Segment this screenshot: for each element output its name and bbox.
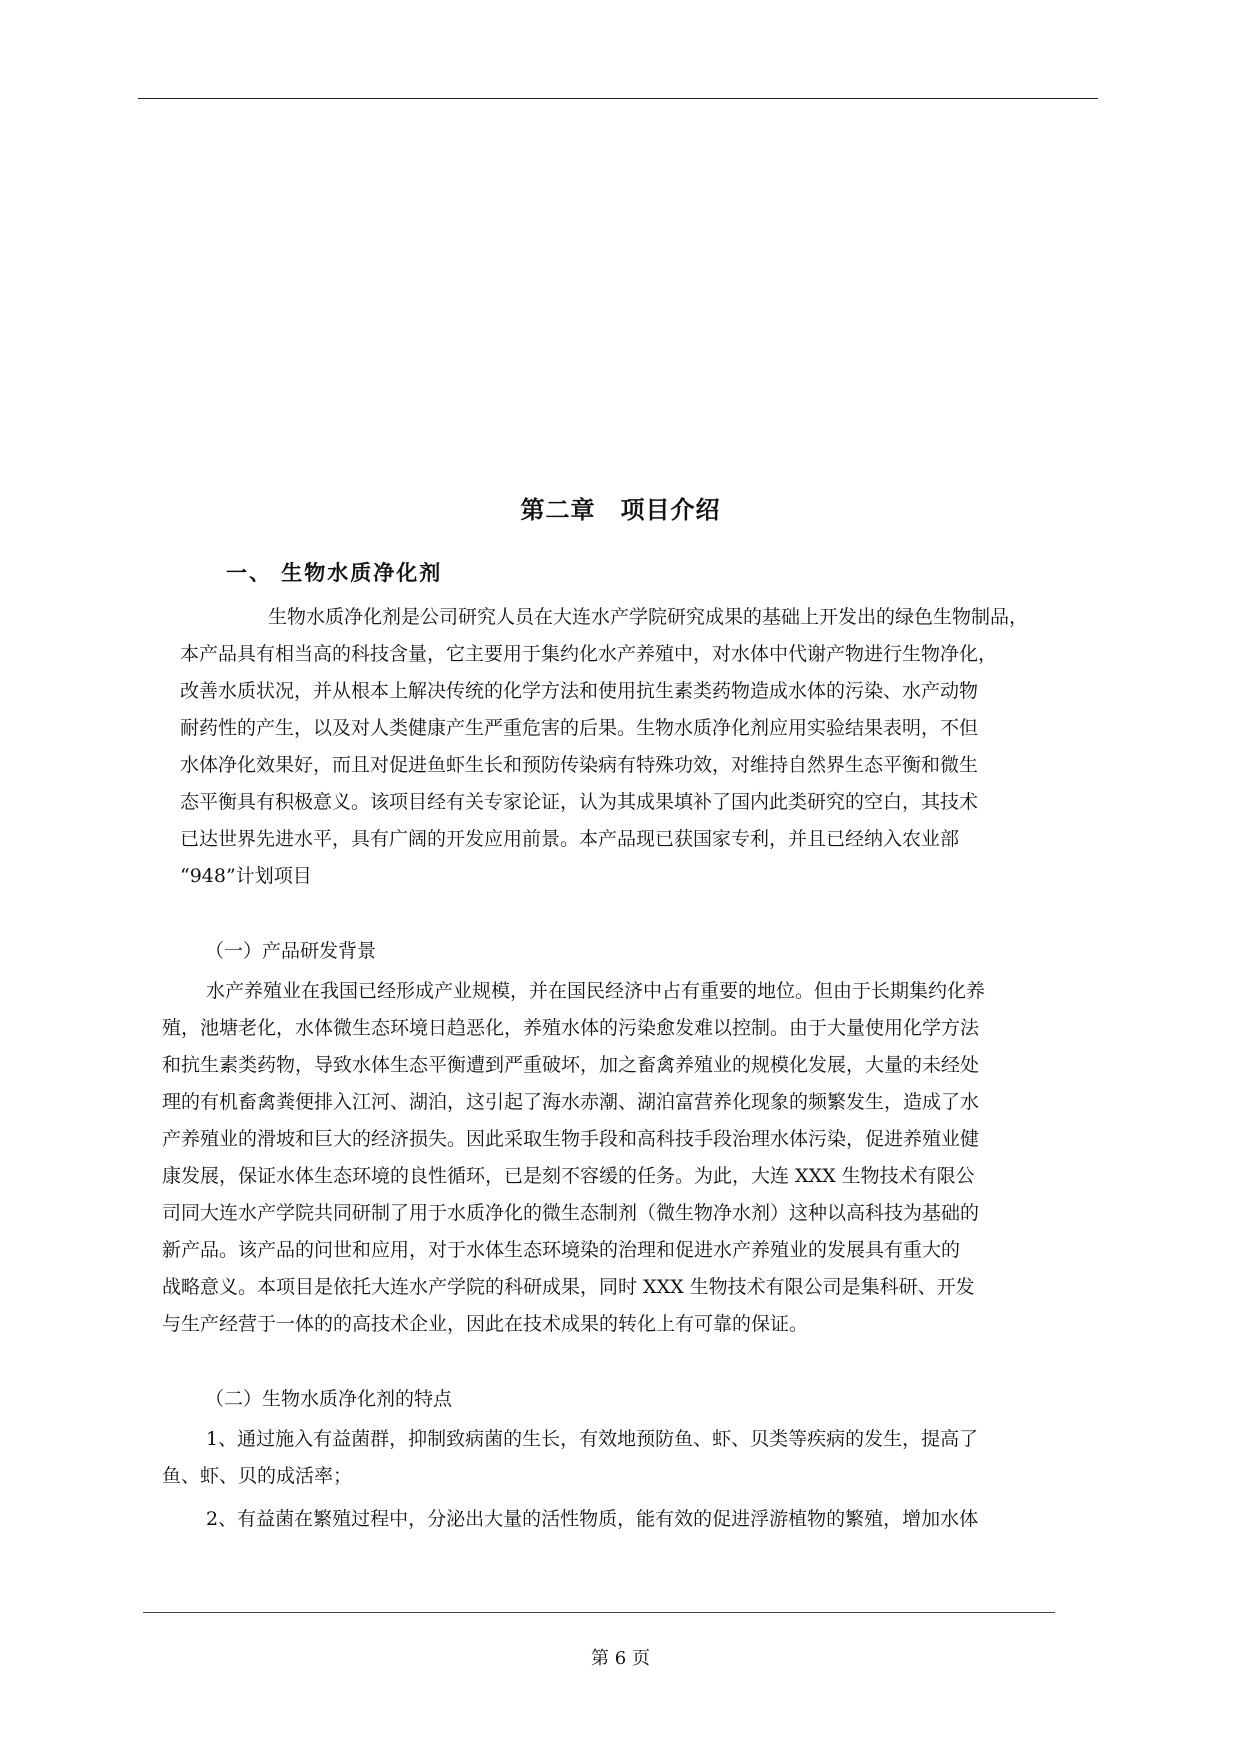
subsection-heading-features: （二）生物水质净化剂的特点 bbox=[205, 1388, 453, 1410]
feature-item-line: 鱼、虾、贝的成活率； bbox=[162, 1465, 353, 1487]
feature-item-line: 1、通过施入有益菌群，抑制致病菌的生长，有效地预防鱼、虾、贝类等疾病的发生，提高了 bbox=[206, 1428, 979, 1450]
background-line: 司同大连水产学院共同研制了用于水质净化的微生态制剂（微生物净水剂）这种以高科技为基础的 bbox=[162, 1202, 980, 1224]
header-rule bbox=[138, 98, 1098, 99]
background-line: 理的有机畜禽粪便排入江河、湖泊，这引起了海水赤潮、湖泊富营养化现象的频繁发生，造成了水 bbox=[162, 1091, 980, 1113]
background-line: 战略意义。本项目是依托大连水产学院的科研成果，同时 XXX 生物技术有限公司是集科研、开发 bbox=[162, 1276, 975, 1298]
subsection-heading-background: （一）产品研发背景 bbox=[205, 940, 377, 962]
intro-line: 耐药性的产生，以及对人类健康产生严重危害的后果。生物水质净化剂应用实验结果表明，不但 bbox=[180, 717, 979, 739]
background-line: 殖，池塘老化，水体微生态环境日趋恶化，养殖水体的污染愈发难以控制。由于大量使用化学方法 bbox=[162, 1017, 980, 1039]
intro-line: 水体净化效果好，而且对促进鱼虾生长和预防传染病有特殊功效，对维持自然界生态平衡和微生 bbox=[180, 754, 979, 776]
background-paragraph bbox=[162, 973, 1082, 1343]
intro-paragraph bbox=[180, 599, 1100, 895]
background-line: 康发展，保证水体生态环境的良性循环，已是刻不容缓的任务。为此，大连 XXX 生物技术有限公 bbox=[162, 1165, 975, 1187]
intro-line: 改善水质状况，并从根本上解决传统的化学方法和使用抗生素类药物造成水体的污染、水产动物 bbox=[180, 680, 979, 702]
feature-item-line: 2、有益菌在繁殖过程中，分泌出大量的活性物质，能有效的促进浮游植物的繁殖，增加水体 bbox=[206, 1508, 979, 1530]
intro-line: 生物水质净化剂是公司研究人员在大连水产学院研究成果的基础上开发出的绿色生物制品， bbox=[268, 606, 1029, 628]
chapter-title: 第二章 项目介绍 bbox=[520, 496, 721, 524]
background-line: 新产品。该产品的问世和应用，对于水体生态环境染的治理和促进水产养殖业的发展具有重大的 bbox=[162, 1239, 961, 1261]
background-line: 产养殖业的滑坡和巨大的经济损失。因此采取生物手段和高科技手段治理水体污染，促进养殖业健 bbox=[162, 1128, 980, 1150]
footer-rule bbox=[143, 1612, 1055, 1613]
background-line: 和抗生素类药物，导致水体生态平衡遭到严重破坏，加之畜禽养殖业的规模化发展，大量的未经处 bbox=[162, 1054, 980, 1076]
intro-line: 本产品具有相当高的科技含量，它主要用于集约化水产养殖中，对水体中代谢产物进行生物净化， bbox=[180, 643, 998, 665]
intro-line: “948”计划项目 bbox=[180, 865, 312, 887]
features-list bbox=[162, 1421, 1082, 1538]
section-heading: 一、 生物水质净化剂 bbox=[226, 561, 443, 585]
intro-line: 态平衡具有积极意义。该项目经有关专家论证，认为其成果填补了国内此类研究的空白，其技术 bbox=[180, 791, 979, 813]
background-line: 与生产经营于一体的的高技术企业，因此在技术成果的转化上有可靠的保证。 bbox=[162, 1313, 809, 1335]
background-line: 水产养殖业在我国已经形成产业规模，并在国民经济中占有重要的地位。但由于长期集约化养 bbox=[206, 980, 986, 1002]
page-number: 第 6 页 bbox=[591, 1648, 650, 1669]
intro-line: 已达世界先进水平，具有广阔的开发应用前景。本产品现已获国家专利，并且已经纳入农业部 bbox=[180, 828, 960, 850]
